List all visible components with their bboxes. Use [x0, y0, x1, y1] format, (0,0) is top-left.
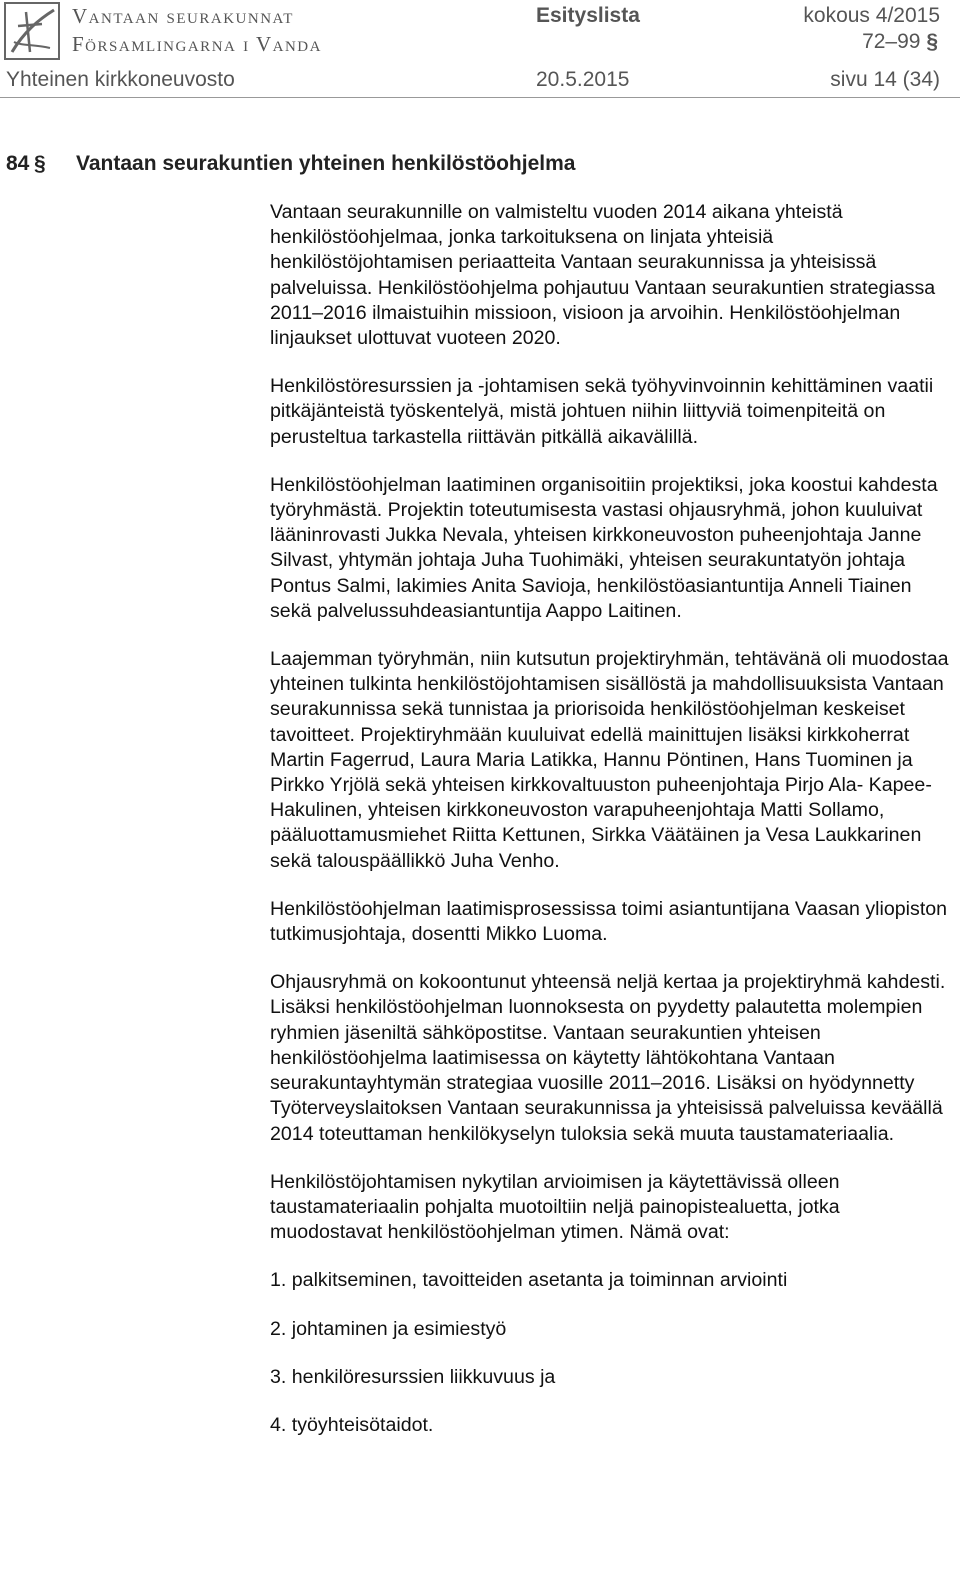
item-title: Vantaan seurakuntien yhteinen henkilöstöohjelma: [76, 152, 576, 175]
body-name: Yhteinen kirkkoneuvosto: [6, 68, 235, 91]
document-type: Esityslista: [536, 4, 640, 27]
list-item: 3. henkilöresurssien liikkuvuus ja: [270, 1365, 556, 1388]
paragraph: Laajemman työryhmän, niin kutsutun projektiryhmän, tehtävänä oli muodostaa yhteinen tulkinta henkilöstöjohtamisen sisällöstä ja mahdollisuuksista Vantaan seurakunnissa sekä tunnistaa ja priorisoida henkilöstöohjelman keskeiset tavoitteet. Projektiryhmään kuuluivat edellä mainittujen lisäksi kirkkoherrat Martin Fagerrud, Laura Maria Latikka, Hannu Pöntinen, Hans Tuominen ja Pirkko Yrjölä sekä yhteisen kirkkovaltuuston puheenjohtaja Pirjo Ala- Kapee-Hakulinen, yhteisen kirkkoneuvoston varapuheenjohtaja Matti Sollamo, pääluottamusmiehet Riitta Kettunen, Sirkka Väätäinen ja Vesa Laukkarinen sekä talouspäällikkö Juha Venho.: [270, 648, 949, 872]
paragraph: Henkilöstöohjelman laatiminen organisoitiin projektiksi, joka koostui kahdesta työryhmästä. Projektin toteutumisesta vastasi ohjausryhmä, johon kuuluivat lääninrovasti Jukka Nevala, yhteisen kirkkoneuvoston puheenjohtaja Janne Silvast, yhtymän johtaja Juha Tuohimäki, yhteisen seurakuntatyön johtaja Pontus Salmi, lakimies Anita Savioja, henkilöstöasiantuntija Anneli Tiainen sekä palvelussuhdeasiantuntija Aappo Laitinen.: [270, 473, 938, 622]
list-item: 4. työyhteisötaidot.: [270, 1413, 434, 1436]
paragraph: Henkilöstöjohtamisen nykytilan arvioimisen ja käytettävissä olleen taustamateriaalin pohjalta muotoiltiin neljä painopistealuetta, jotka muodostavat henkilöstöohjelman ytimen. Nämä ovat:: [270, 1170, 840, 1244]
paragraph: Vantaan seurakunnille on valmisteltu vuoden 2014 aikana yhteistä henkilöstöohjelmaa, jonka tarkoituksena on linjata yhteisiä henkilöstöjohtamisen periaatteita Vantaan seurakunnissa ja yhteisissä palveluissa. Henkilöstöohjelma pohjautuu Vantaan seurakuntien strategiassa 2011–2016 ilmaistuihin missioon, visioon ja arvoihin. Henkilöstöohjelman linjaukset ulottuvat vuoteen 2020.: [270, 201, 936, 350]
paragraph: Henkilöstöresurssien ja -johtamisen sekä työhyvinvoinnin kehittäminen vaatii pitkäjänteistä työskentelyä, mistä johtuen niihin liittyviä toimenpiteitä on perusteltua tarkastella riittävän pitkällä aikavälillä.: [270, 375, 934, 448]
item-body: [270, 200, 952, 1461]
page-number: sivu 14 (34): [830, 68, 940, 91]
section-range: [862, 30, 938, 54]
section-symbol: §: [926, 30, 938, 53]
org-name-finnish: Vantaan seurakunnat: [72, 4, 294, 28]
item-section-symbol: §: [34, 152, 46, 175]
document-header: [0, 0, 960, 100]
item-number: 84: [6, 152, 30, 175]
header-divider: [0, 97, 960, 98]
list-item: 2. johtaminen ja esimiestyö: [270, 1317, 507, 1340]
org-name-swedish: Församlingarna i Vanda: [72, 32, 322, 56]
list-item: 1. palkitseminen, tavoitteiden asetanta ja toiminnan arviointi: [270, 1269, 788, 1292]
item-heading: [6, 152, 575, 176]
meeting-number: kokous 4/2015: [803, 4, 940, 27]
church-logo-icon: [4, 2, 60, 60]
meeting-date: 20.5.2015: [536, 68, 630, 91]
paragraph: Ohjausryhmä on kokoontunut yhteensä neljä kertaa ja projektiryhmä kahdesti. Lisäksi henkilöstöohjelman luonnoksesta on pyydetty palautetta molempien ryhmien jäseniltä sähköpostitse. Vantaan seurakuntien yhteisen henkilöstöohjelma laatimisessa on käytetty lähtökohtana Vantaan seurakuntayhtymän strategiaa vuosille 2011–2016. Lisäksi on hyödynnetty Työterveyslaitoksen Vantaan seurakunnissa ja yhteisissä palveluissa keväällä 2014 toteuttaman henkilökyselyn tuloksia sekä muuta taustamateriaalia.: [270, 971, 946, 1145]
paragraph: Henkilöstöohjelman laatimisprosessissa toimi asiantuntijana Vaasan yliopiston tutkimusjohtaja, dosentti Mikko Luoma.: [270, 897, 948, 946]
section-range-text: 72–99: [862, 30, 921, 53]
